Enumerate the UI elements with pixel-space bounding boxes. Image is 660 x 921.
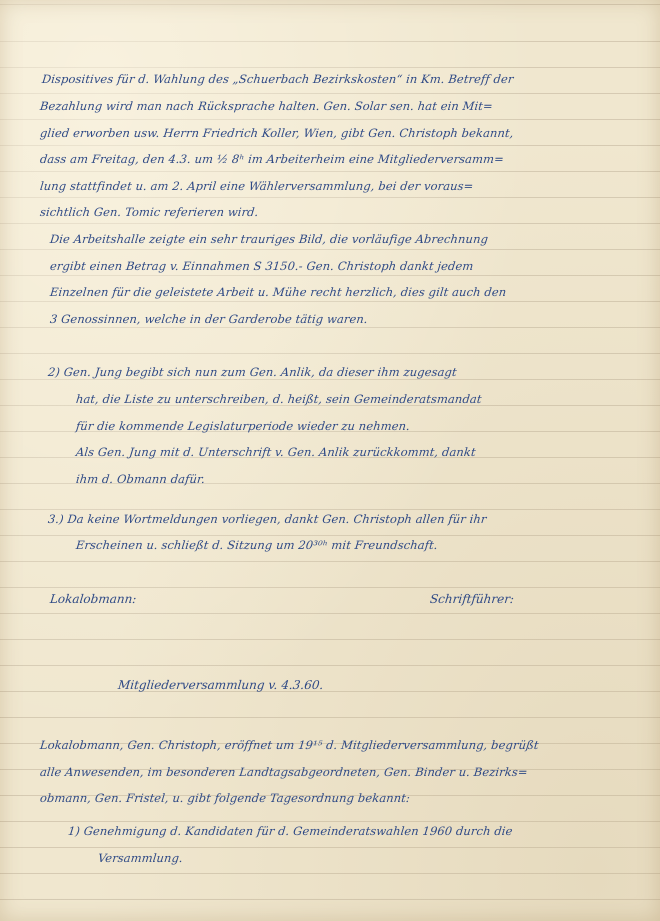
text-line: 3 Genossinnen, welche in der Garderobe tätig waren. (49, 312, 369, 326)
text-line: Die Arbeitshalle zeigte ein sehr trauriges Bild, die vorläufige Abrechnung (49, 232, 489, 246)
text-line: Einzelnen für die geleistete Arbeit u. Mühe recht herzlich, dies gilt auch den (49, 285, 508, 299)
text-line: Bezahlung wird man nach Rücksprache halten. Gen. Solar sen. hat ein Mit= (39, 99, 494, 113)
list-item-line: 3.) Da keine Wortmeldungen vorliegen, dankt Gen. Christoph allen für ihr (47, 512, 488, 526)
list-item-line: für die kommende Legislaturperiode wieder zu nehmen. (75, 419, 411, 433)
list-item-line: Versammlung. (97, 851, 184, 865)
list-item-line: 1) Genehmigung d. Kandidaten für d. Gemeinderatswahlen 1960 durch die (67, 824, 514, 838)
list-item-line: hat, die Liste zu unterschreiben, d. heißt, sein Gemeinderatsmandat (75, 392, 483, 406)
list-item-line: 2) Gen. Jung begibt sich nun zum Gen. Anlik, da dieser ihm zugesagt (47, 365, 458, 379)
text-line: Lokalobmann, Gen. Christoph, eröffnet um 19¹⁵ d. Mitgliederversammlung, begrüßt (39, 738, 540, 752)
lokalobmann-signature-label: Lokalobmann: (49, 592, 138, 606)
text-line: sichtlich Gen. Tomic referieren wird. (39, 205, 260, 219)
schriftfuehrer-signature-label: Schriftführer: (429, 592, 515, 606)
text-line: obmann, Gen. Fristel, u. gibt folgende Tagesordnung bekannt: (39, 791, 411, 805)
list-item-line: Erscheinen u. schließt d. Sitzung um 20³⁰ʰ mit Freundschaft. (75, 538, 439, 552)
list-item-line: ihm d. Obmann dafür. (75, 472, 206, 486)
text-line: Dispositives für d. Wahlung des „Schuerbach Bezirkskosten“ in Km. Betreff der (41, 72, 515, 86)
text-line: lung stattfindet u. am 2. April eine Wählerversammlung, bei der voraus= (39, 179, 475, 193)
text-line: alle Anwesenden, im besonderen Landtagsabgeordneten, Gen. Binder u. Bezirks= (39, 765, 529, 779)
text-line: ergibt einen Betrag v. Einnahmen S 3150.- Gen. Christoph dankt jedem (49, 259, 475, 273)
list-item-line: Als Gen. Jung mit d. Unterschrift v. Gen. Anlik zurückkommt, dankt (75, 445, 477, 459)
meeting-heading: Mitgliederversammlung v. 4.3.60. (117, 678, 325, 692)
text-line: glied erworben usw. Herrn Friedrich Koller, Wien, gibt Gen. Christoph bekannt, (39, 126, 515, 140)
text-line: dass am Freitag, den 4.3. um ½ 8ʰ im Arbeiterheim eine Mitgliederversamm= (39, 152, 505, 166)
